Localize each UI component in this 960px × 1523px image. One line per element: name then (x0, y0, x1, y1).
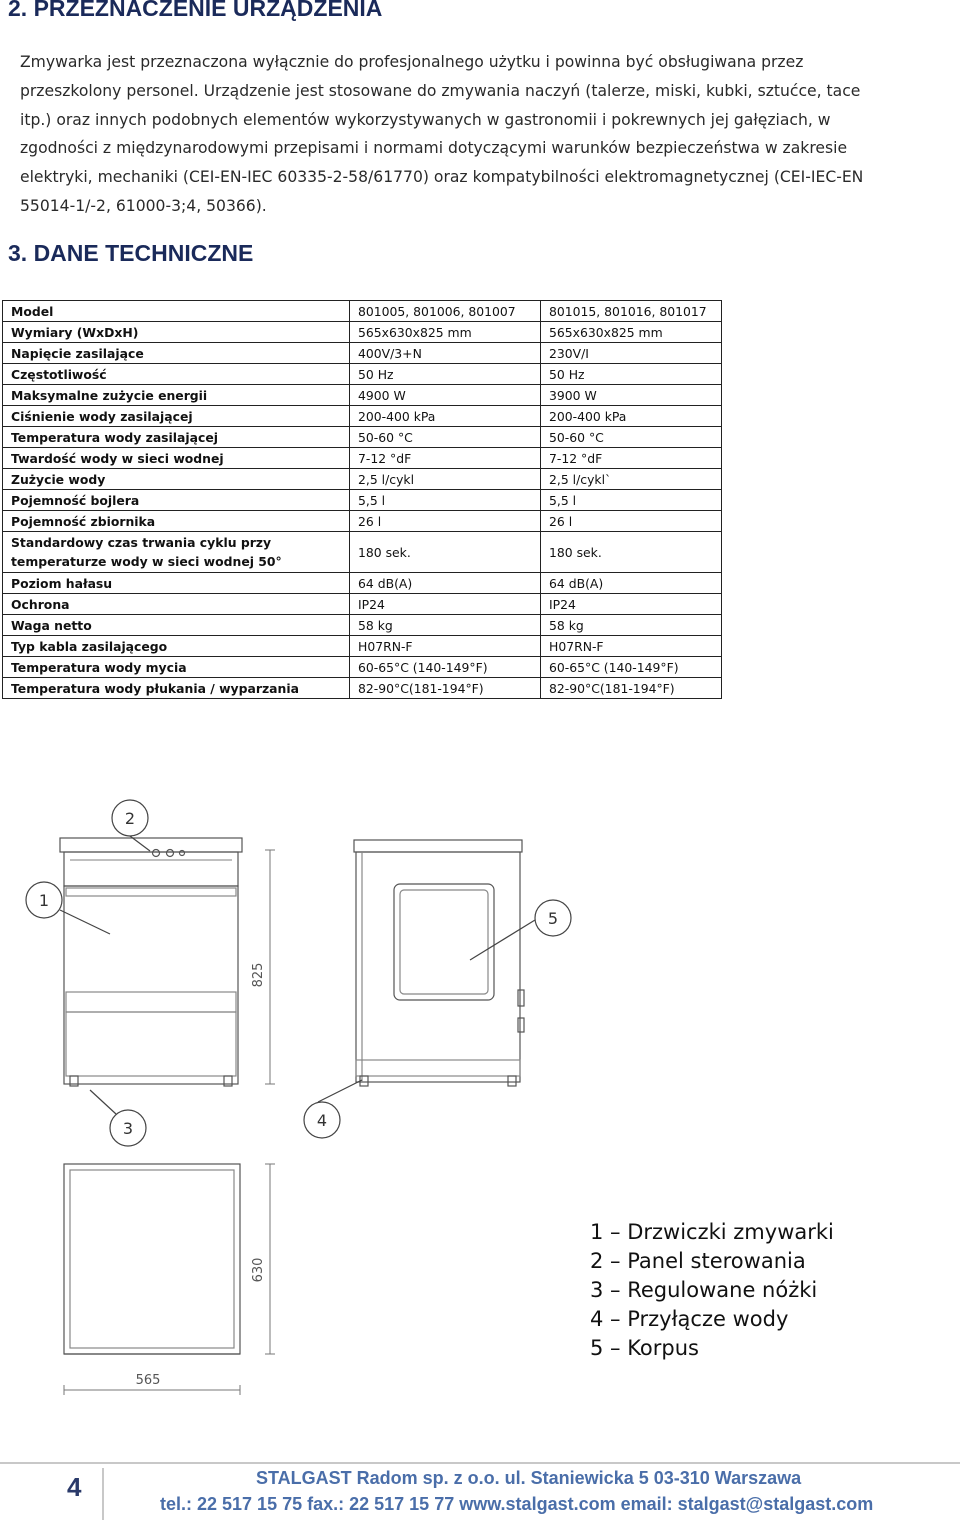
table-cell-value: 50-60 °C (350, 427, 541, 448)
table-cell-value: 64 dB(A) (541, 573, 722, 594)
table-cell-value: 180 sek. (541, 532, 722, 573)
legend-item: 5 – Korpus (590, 1336, 699, 1360)
table-cell-parameter: Model (3, 301, 350, 322)
table-cell-value: 7-12 °dF (541, 448, 722, 469)
section-2-heading: 2. PRZEZNACZENIE URZĄDZENIA (8, 0, 383, 21)
dim-width-label: 565 (135, 1373, 161, 1388)
table-cell-value: 801005, 801006, 801007 (350, 301, 541, 322)
footer-separator (102, 1468, 104, 1520)
table-cell-parameter: Temperatura wody płukania / wyparzania (3, 678, 350, 699)
dim-depth-label: 630 (251, 1257, 266, 1283)
paragraph-line: itp.) oraz innych podobnych elementów wykorzystywanych w gastronomii i pokrewnych jej gałęziach, w (20, 110, 831, 129)
table-cell-value: 60-65°C (140-149°F) (541, 657, 722, 678)
table-cell-value: 50 Hz (541, 364, 722, 385)
table-cell-value: 60-65°C (140-149°F) (350, 657, 541, 678)
table-cell-value: 58 kg (541, 615, 722, 636)
table-cell-parameter: Pojemność zbiornika (3, 511, 350, 532)
page-number: 4 (67, 1472, 82, 1502)
table-cell-value: 801015, 801016, 801017 (541, 301, 722, 322)
table-cell-value: 7-12 °dF (350, 448, 541, 469)
table-cell-value: 4900 W (350, 385, 541, 406)
top-view (64, 1164, 240, 1354)
table-cell-parameter: Częstotliwość (3, 364, 350, 385)
table-cell-value: 82-90°C(181-194°F) (350, 678, 541, 699)
legend-item: 1 – Drzwiczki zmywarki (590, 1220, 834, 1244)
dimension-labels (136, 963, 266, 1388)
section-3-heading: 3. DANE TECHNICZNE (8, 240, 254, 266)
table-cell-value: 230V/I (541, 343, 722, 364)
table-cell-value: 5,5 l (350, 490, 541, 511)
table-cell-parameter: Ciśnienie wody zasilającej (3, 406, 350, 427)
paragraph-line: zgodności z międzynarodowymi przepisami i normami dotyczącymi warunków bezpieczeństwa w zakresie (20, 139, 848, 158)
paragraph-line: przeszkolony personel. Urządzenie jest stosowane do zmywania naczyń (talerze, miski, kubki, sztućce, tace (20, 81, 861, 100)
table-cell-value: 26 l (350, 511, 541, 532)
paragraph-line: Zmywarka jest przeznaczona wyłącznie do profesjonalnego użytku i powinna być obsługiwana przez (20, 53, 804, 71)
table-cell-parameter: Twardość wody w sieci wodnej (3, 448, 350, 469)
dimension-lines (64, 850, 275, 1395)
footer-address: STALGAST Radom sp. z o.o. ul. Staniewicka 5 03-310 Warszawa (256, 1468, 802, 1488)
table-cell-parameter: Ochrona (3, 594, 350, 615)
table-cell-value: IP24 (541, 594, 722, 615)
legend-item: 3 – Regulowane nóżki (590, 1278, 818, 1302)
table-cell-value: H07RN-F (541, 636, 722, 657)
table-cell-value: H07RN-F (350, 636, 541, 657)
table-cell-value: 200-400 kPa (350, 406, 541, 427)
table-cell-value: 2,5 l/cykl (350, 469, 541, 490)
table-cell-value: 2,5 l/cykl` (541, 469, 722, 490)
table-cell-value: 3900 W (541, 385, 722, 406)
table-cell-parameter: Waga netto (3, 615, 350, 636)
table-cell-value: 82-90°C(181-194°F) (541, 678, 722, 699)
front-view (60, 838, 242, 1086)
table-cell-parameter: Temperatura wody zasilającej (3, 427, 350, 448)
legend-item: 4 – Przyłącze wody (590, 1307, 789, 1331)
table-cell-value: 50-60 °C (541, 427, 722, 448)
table-cell-parameter: Standardowy czas trwania cyklu przy temperaturze wody w sieci wodnej 50° (3, 532, 350, 573)
table-cell-value: 180 sek. (350, 532, 541, 573)
table-cell-value: 58 kg (350, 615, 541, 636)
table-cell-value: 565x630x825 mm (350, 322, 541, 343)
table-cell-parameter: Wymiary (WxDxH) (3, 322, 350, 343)
table-cell-value: 26 l (541, 511, 722, 532)
table-cell-value: 5,5 l (541, 490, 722, 511)
side-view (354, 840, 524, 1086)
table-cell-value: 50 Hz (350, 364, 541, 385)
table-cell-parameter: Temperatura wody mycia (3, 657, 350, 678)
table-cell-parameter: Maksymalne zużycie energii (3, 385, 350, 406)
callout-numbers (39, 809, 558, 1138)
callout-1-label: 1 (38, 891, 50, 910)
table-cell-parameter: Pojemność bojlera (3, 490, 350, 511)
parts-legend (590, 1218, 834, 1363)
table-cell-parameter: Zużycie wody (3, 469, 350, 490)
dim-height-label: 825 (251, 962, 266, 988)
footer-contact: tel.: 22 517 15 75 fax.: 22 517 15 77 www.stalgast.com email: stalgast@stalgast.com (160, 1494, 874, 1514)
callout-4-label: 4 (316, 1111, 328, 1130)
callout-2-label: 2 (124, 809, 136, 828)
paragraph-line: elektryki, mechaniki (CEI-EN-IEC 60335-2-58/61770) oraz kompatybilności elektromagnetycznej (CEI-IEC-EN (20, 168, 864, 187)
callout-5-label: 5 (547, 909, 559, 928)
legend-item: 2 – Panel sterowania (590, 1249, 806, 1273)
table-cell-value: IP24 (350, 594, 541, 615)
table-cell-parameter: Typ kabla zasilającego (3, 636, 350, 657)
footer-divider (0, 1462, 960, 1464)
paragraph-line: 55014-1/-2, 61000-3;4, 50366). (20, 196, 267, 215)
table-cell-parameter: Napięcie zasilające (3, 343, 350, 364)
table-cell-value: 64 dB(A) (350, 573, 541, 594)
table-cell-value: 400V/3+N (350, 343, 541, 364)
table-cell-value: 200-400 kPa (541, 406, 722, 427)
table-cell-value: 565x630x825 mm (541, 322, 722, 343)
callout-3-label: 3 (122, 1119, 134, 1138)
table-cell-parameter: Poziom hałasu (3, 573, 350, 594)
